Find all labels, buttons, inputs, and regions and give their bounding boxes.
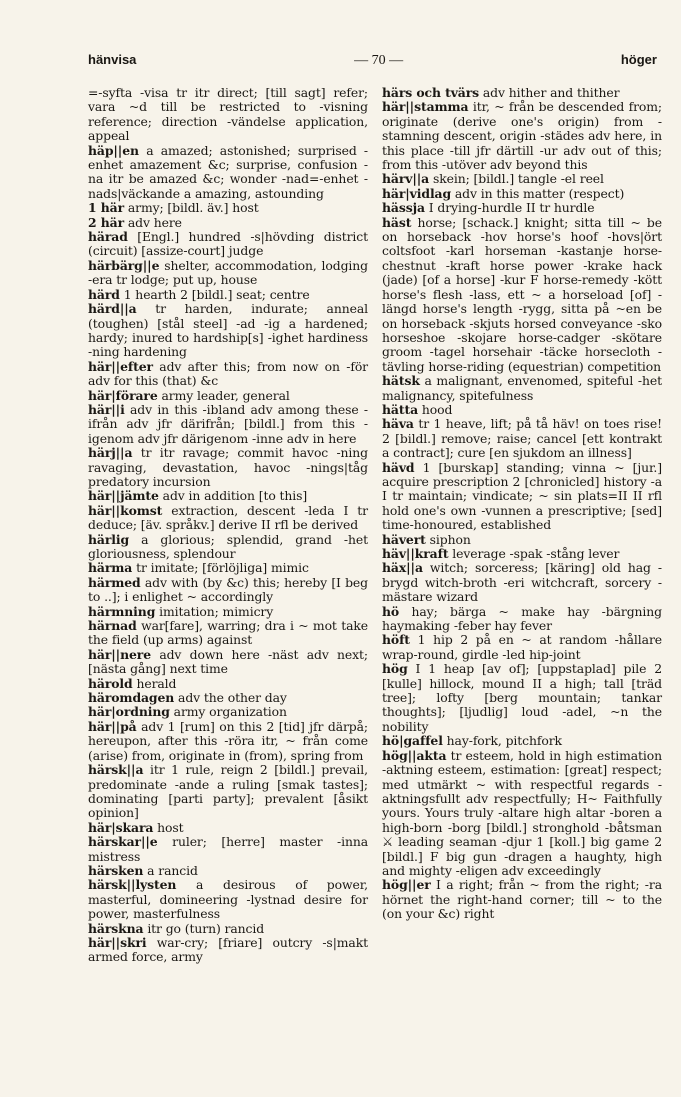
- entry-definition: ruler; [herre] master -inna mistress: [88, 834, 368, 864]
- dictionary-entry: [382, 403, 662, 417]
- entry-headword: häromdagen: [88, 690, 175, 706]
- dictionary-entry: [88, 864, 368, 878]
- dictionary-entry: [88, 619, 368, 648]
- entry-headword: hö|gaffel: [382, 733, 443, 749]
- entry-definition: a desirous of power, masterful, domineering -lystnad desire for power, masterfulness: [88, 877, 368, 922]
- entry-definition: horse; [schack.] knight; sitta till ~ be on horseback -hov horse's hoof -hovs|ört coltsfoot -karl horseman -kastanje horse-chestnut -kraft horse power -krake hack (jade) [of a horse] -kur F horse-remedy -kött horse's flesh -lass, ett ~ a horseload [of] -längd horse's length -rygg, sitta på ~en be on horseback -skjuts horsed conveyance -sko horseshoe -skojare horse-cadger -skötare groom -tagel horsehair -täcke horsecloth -tävling horse-riding (equestrian) competition: [382, 214, 662, 374]
- dictionary-entry: [382, 417, 662, 460]
- entry-headword: hätsk: [382, 373, 420, 389]
- entry-definition: army leader, general: [161, 387, 290, 403]
- entry-headword: härbärg||e: [88, 257, 160, 273]
- dictionary-entry: [88, 230, 368, 259]
- dictionary-entry: [88, 259, 368, 288]
- entry-headword: hö: [382, 603, 400, 619]
- entry-headword: hävert: [382, 531, 426, 547]
- dictionary-entry: [88, 288, 368, 302]
- entry-definition: adv the other day: [178, 690, 287, 706]
- entry-headword: här||nere: [88, 646, 151, 662]
- entry-definition: war-cry; [friare] outcry -s|makt armed force, army: [88, 934, 368, 965]
- dictionary-entry: [88, 878, 368, 921]
- entry-definition: siphon: [429, 531, 471, 547]
- entry-definition: herald: [136, 675, 177, 691]
- entry-definition: tr itr ravage; commit havoc -ning ravaging, devastation, havoc -nings|tåg predatory incursion: [88, 445, 368, 489]
- dictionary-entry: [382, 216, 662, 374]
- dictionary-entry: [382, 878, 662, 921]
- left-running-headword: hänvisa: [88, 52, 137, 67]
- entry-definition: imitation; mimicry: [159, 603, 274, 619]
- dictionary-entry: [88, 389, 368, 403]
- entry-headword: häst: [382, 214, 412, 230]
- right-column: [382, 86, 662, 965]
- page-header: [88, 52, 657, 72]
- entry-definition: adv in this -ibland adv among these -ifrån adv jfr därifrån; [bildl.] from this -igenom adv jfr därigenom -inne adv in here: [88, 401, 368, 446]
- entry-definition: 1 hip 2 på en ~ at random -hållare wrap-round, girdle -led hip-joint: [382, 632, 663, 662]
- entry-headword: härskar||e: [88, 834, 158, 850]
- entry-headword: härma: [88, 560, 133, 576]
- entry-definition: tr imitate; [förlöjliga] mimic: [136, 560, 309, 576]
- entry-headword: här||i: [88, 401, 125, 417]
- entry-headword: härd: [88, 286, 120, 302]
- dictionary-entry: [88, 648, 368, 677]
- entry-headword: hätta: [382, 401, 419, 417]
- entry-definition: a malignant, envenomed, spiteful -het malignancy, spitefulness: [382, 373, 663, 403]
- entry-headword: härad: [88, 229, 128, 245]
- dictionary-entry: [88, 533, 368, 562]
- entry-definition: a rancid: [147, 862, 198, 878]
- entry-definition: adv hither and thither: [482, 85, 620, 100]
- entry-headword: hässja: [382, 200, 425, 216]
- entry-definition: I 1 heap [av of]; [uppstaplad] pile 2 [kulle] hillock, mound II a high; tall [träd tree]; lofty [berg mountain; tankar thoughts]; [ljudlig] loud -adel, ~n the nobility: [382, 661, 662, 734]
- entry-headword: hävd: [382, 459, 415, 475]
- left-column: [88, 86, 368, 965]
- entry-headword: härmning: [88, 603, 156, 619]
- entry-headword: härd||a: [88, 301, 137, 317]
- entry-definition: a glorious; splendid, grand -het gloriousness, splendour: [88, 531, 369, 561]
- dictionary-entry: [382, 172, 662, 186]
- entry-definition: hay; bärga ~ make hay -bärgning haymaking -feber hay fever: [382, 603, 663, 634]
- entry-definition: extraction, descent -leda I tr deduce; [äv. språkv.] derive II rfl be derived: [88, 502, 369, 533]
- entry-definition: 1 [burskap] standing; vinna ~ [jur.] acquire prescription 2 [chronicled] history -a I tr maintain; vindicate; ~ sin plats=II II rfl hold one's own -vunnen a prescriptive; [sed] time-honoured, established: [382, 459, 662, 533]
- entry-definition: adv in this matter (respect): [454, 185, 625, 201]
- entry-definition: =-syfta -visa tr itr direct; [till sagt] refer; vara ~d till be restricted to -visning reference; direction -vändelse application, appeal: [88, 85, 368, 144]
- dictionary-entry: [88, 403, 368, 446]
- entry-headword: 1 här: [88, 200, 125, 216]
- dictionary-entry: [88, 86, 368, 144]
- entry-headword: här||komst: [88, 502, 163, 518]
- entry-headword: härold: [88, 675, 133, 691]
- dictionary-entry: [382, 561, 662, 604]
- entry-headword: här||stamma: [382, 99, 469, 115]
- entry-headword: här|skara: [88, 819, 154, 835]
- entry-headword: härv||a: [382, 171, 430, 187]
- entry-definition: I a right; från ~ from the right; -ra hörnet the right-hand corner; till ~ to the (on your &c) right: [382, 877, 663, 922]
- entry-definition: a amazed; astonished; surprised -enhet amazement &c; surprise, confusion -na itr be amazed &c; wonder -nad=-enhet -nads|väckande a amazing, astounding: [88, 142, 368, 201]
- dictionary-entry: [88, 576, 368, 605]
- dictionary-entry: [88, 922, 368, 936]
- entry-definition: tr harden, indurate; anneal (toughen) [stål steel] -ad -ig a hardened; hardy; inured to hardship[s] -ighet hardiness -ning hardening: [88, 301, 368, 360]
- entry-definition: adv with (by &c) this; hereby [I beg to ..]; i enlighet ~ accordingly: [88, 574, 368, 605]
- dictionary-entry: [382, 547, 662, 561]
- entry-headword: härsk||a: [88, 762, 144, 778]
- dictionary-entry: [88, 720, 368, 763]
- entry-definition: adv in addition [to this]: [162, 488, 308, 504]
- entry-definition: itr go (turn) rancid: [147, 920, 265, 936]
- dictionary-entry: [382, 201, 662, 215]
- entry-headword: häv||kraft: [382, 546, 449, 561]
- dictionary-entry: [88, 201, 368, 215]
- entry-definition: army organization: [173, 704, 287, 720]
- dictionary-entry: [88, 936, 368, 965]
- entry-headword: här||på: [88, 718, 137, 734]
- entry-headword: härnad: [88, 618, 137, 634]
- dictionary-entry: [88, 835, 368, 864]
- entry-headword: höft: [382, 632, 410, 648]
- entry-headword: här|vidlag: [382, 185, 452, 201]
- entry-headword: häp||en: [88, 142, 139, 158]
- dictionary-entry: [382, 749, 662, 879]
- entry-definition: tr esteem, hold in high estimation -aktning esteem, estimation: [great] respect; med utmärkt ~ with respectful regards -aktningsfullt adv respectfully; H~ Faithfully yours. Yours truly -altare high altar -boren a high-born -borg [bildl.] stronghold -båtsman ⚔ leading seaman -djur 1 [koll.] big game 2 [bildl.] F big gun -dragen a haughty, high and mighty -eligen adv exceedingly: [382, 747, 662, 878]
- entry-headword: hög||er: [382, 877, 431, 893]
- dictionary-entry: [382, 100, 662, 172]
- page-number: — 70 —: [354, 53, 404, 68]
- entry-definition: tr 1 heave, lift; på tå häv! on toes rise! 2 [bildl.] remove; raise; cancel [ett kontrakt a contract]; cure [en sjukdom an illness]: [382, 416, 662, 461]
- dictionary-entry: [88, 677, 368, 691]
- dictionary-entry: [88, 605, 368, 619]
- text-columns: [88, 86, 663, 965]
- dictionary-entry: [88, 302, 368, 360]
- dictionary-entry: [382, 605, 662, 634]
- dictionary-entry: [382, 734, 662, 748]
- entry-definition: adv here: [127, 214, 182, 230]
- entry-headword: häva: [382, 416, 414, 432]
- entry-definition: host: [157, 819, 184, 835]
- entry-headword: härsken: [88, 862, 144, 878]
- dictionary-entry: [88, 705, 368, 719]
- entry-definition: itr 1 rule, reign 2 [bildl.] prevail, predominate -ande a ruling [smak tastes]; dominating [parti party]; prevalent [åsikt opinion]: [88, 762, 368, 821]
- entry-definition: skein; [bildl.] tangle -el reel: [432, 171, 604, 187]
- entry-definition: hood: [421, 401, 453, 417]
- entry-headword: här|förare: [88, 387, 158, 403]
- dictionary-entry: [382, 662, 662, 734]
- dictionary-entry: [88, 360, 368, 389]
- dictionary-entry: [88, 561, 368, 575]
- entry-headword: härmed: [88, 574, 141, 590]
- entry-headword: härs och tvärs: [382, 85, 480, 100]
- entry-headword: hög||akta: [382, 747, 447, 763]
- dictionary-entry: [382, 374, 662, 403]
- dictionary-entry: [382, 187, 662, 201]
- entry-headword: härsk||lysten: [88, 877, 177, 893]
- entry-definition: witch; sorceress; [käring] old hag -brygd witch-broth -eri witchcraft, sorcery -mästare wizard: [382, 560, 662, 605]
- entry-headword: här||efter: [88, 358, 153, 374]
- entry-definition: adv down here -näst adv next; [nästa gång] next time: [88, 646, 369, 677]
- entry-headword: häx||a: [382, 560, 423, 576]
- entry-definition: adv after this; from now on -för adv for this (that) &c: [88, 358, 369, 389]
- dictionary-entry: [88, 763, 368, 821]
- entry-definition: I drying-hurdle II tr hurdle: [428, 200, 595, 216]
- entry-definition: [Engl.] hundred -s|hövding district (circuit) [assize-court] judge: [88, 229, 369, 259]
- dictionary-entry: [88, 144, 368, 202]
- entry-definition: adv 1 [rum] on this 2 [tid] jfr därpå; hereupon, after this -röra itr, ~ från come (arise) from, originate in (from), spring from: [88, 718, 369, 763]
- dictionary-entry: [88, 489, 368, 503]
- dictionary-entry: [88, 446, 368, 489]
- entry-definition: hay-fork, pitchfork: [446, 733, 562, 749]
- entry-definition: leverage -spak -stång lever: [452, 546, 620, 561]
- entry-headword: härlig: [88, 531, 130, 547]
- entry-definition: shelter, accommodation, lodging -era tr lodge; put up, house: [88, 257, 368, 288]
- entry-headword: här||skri: [88, 934, 147, 950]
- dictionary-entry: [382, 86, 662, 100]
- entry-headword: 2 här: [88, 214, 125, 230]
- dictionary-entry: [382, 461, 662, 533]
- entry-definition: itr, ~ från be descended from; originate (derive one's origin) from -stamning descent, origin -städes adv here, in this place -till jfr därtill -ur adv out of this; from this -utöver adv beyond this: [382, 99, 663, 173]
- right-running-headword: höger: [620, 52, 657, 67]
- entry-definition: army; [bildl. äv.] host: [127, 200, 259, 216]
- entry-definition: war[fare], warring; dra i ~ mot take the field (up arms) against: [88, 618, 368, 648]
- dictionary-entry: [88, 504, 368, 533]
- entry-definition: 1 hearth 2 [bildl.] seat; centre: [123, 286, 310, 302]
- entry-headword: härj||a: [88, 445, 133, 461]
- dictionary-entry: [382, 633, 662, 662]
- entry-headword: härskna: [88, 920, 144, 936]
- entry-headword: här|ordning: [88, 704, 170, 720]
- dictionary-entry: [88, 691, 368, 705]
- dictionary-entry: [382, 533, 662, 547]
- dictionary-entry: [88, 216, 368, 230]
- dictionary-entry: [88, 821, 368, 835]
- entry-headword: hög: [382, 661, 408, 677]
- entry-headword: här||jämte: [88, 488, 159, 504]
